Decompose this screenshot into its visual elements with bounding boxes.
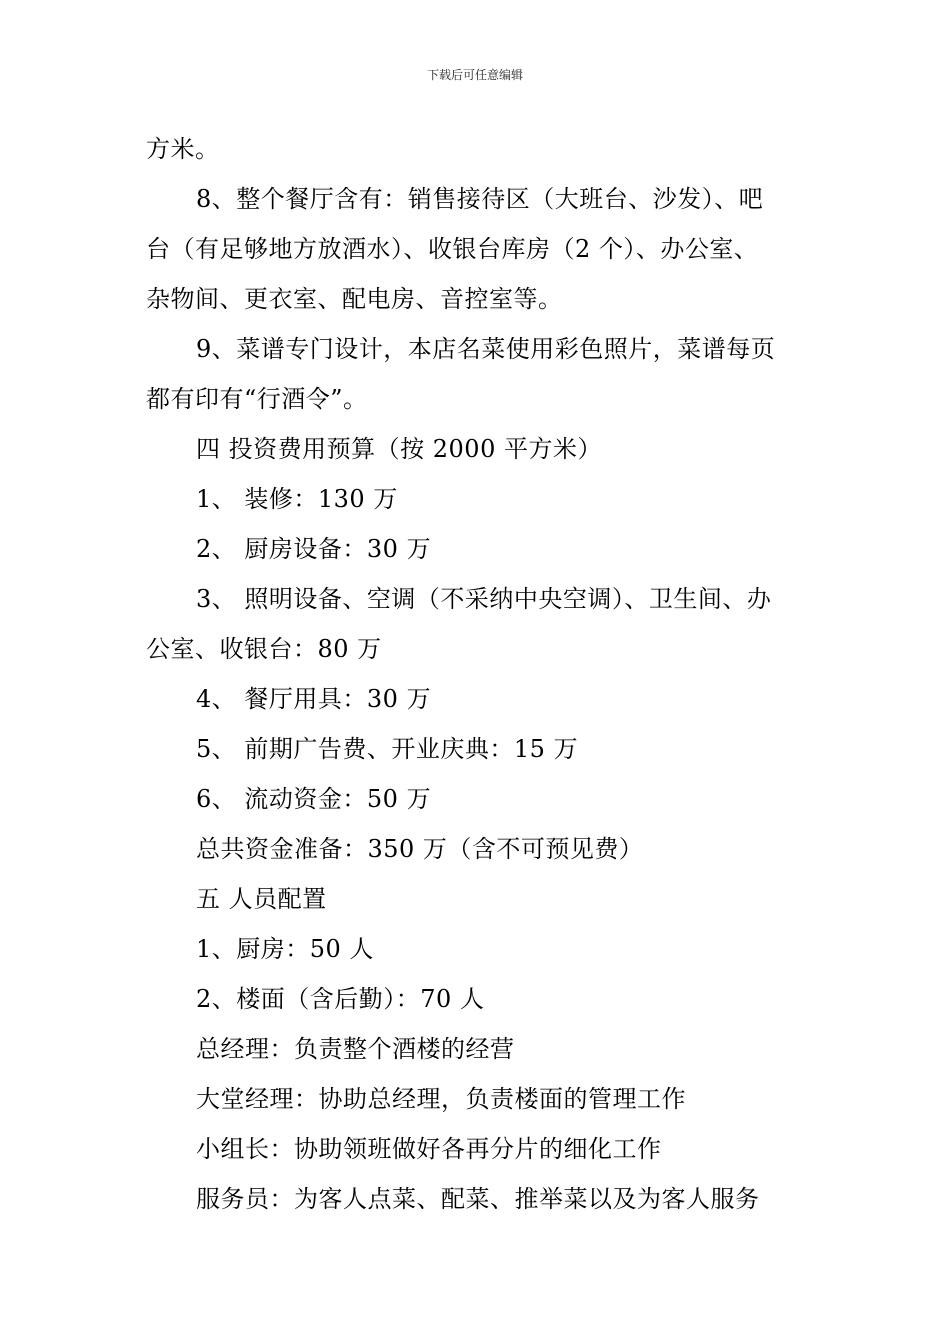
list-item: 2、 厨房设备：30 万 bbox=[196, 535, 432, 563]
text-line: 小组长：协助领班做好各再分片的细化工作 bbox=[196, 1135, 662, 1163]
section-heading: 四 投资费用预算（按 2000 平方米） bbox=[196, 435, 602, 463]
list-item: 1、厨房：50 人 bbox=[196, 935, 374, 963]
text-line: 杂物间、更衣室、配电房、音控室等。 bbox=[146, 285, 563, 313]
text-line: 方米。 bbox=[146, 135, 220, 163]
text-line: 9、菜谱专门设计，本店名菜使用彩色照片，菜谱每页 bbox=[196, 335, 776, 363]
document-body bbox=[146, 124, 806, 1224]
text-line: 台（有足够地方放酒水）、收银台库房（2 个）、办公室、 bbox=[146, 235, 759, 263]
section-heading: 五 人员配置 bbox=[196, 885, 327, 913]
text-line: 都有印有“行酒令”。 bbox=[146, 385, 368, 413]
list-item: 6、 流动资金：50 万 bbox=[196, 785, 432, 813]
list-item: 4、 餐厅用具：30 万 bbox=[196, 685, 432, 713]
text-line: 公室、收银台：80 万 bbox=[146, 635, 382, 663]
list-item: 1、 装修：130 万 bbox=[196, 485, 398, 513]
text-line: 总经理：负责整个酒楼的经营 bbox=[196, 1035, 515, 1063]
list-item: 2、楼面（含后勤）：70 人 bbox=[196, 985, 485, 1013]
list-item: 5、 前期广告费、开业庆典：15 万 bbox=[196, 735, 579, 763]
list-item: 3、 照明设备、空调（不采纳中央空调）、卫生间、办 bbox=[196, 585, 772, 613]
text-line: 8、整个餐厅含有：销售接待区（大班台、沙发）、吧 bbox=[196, 185, 764, 213]
page-header: 下载后可任意编辑 bbox=[426, 68, 523, 82]
text-line: 大堂经理：协助总经理，负责楼面的管理工作 bbox=[196, 1085, 686, 1113]
text-line: 总共资金准备：350 万（含不可预见费） bbox=[196, 835, 644, 863]
text-line: 服务员：为客人点菜、配菜、推举菜以及为客人服务 bbox=[196, 1185, 760, 1213]
